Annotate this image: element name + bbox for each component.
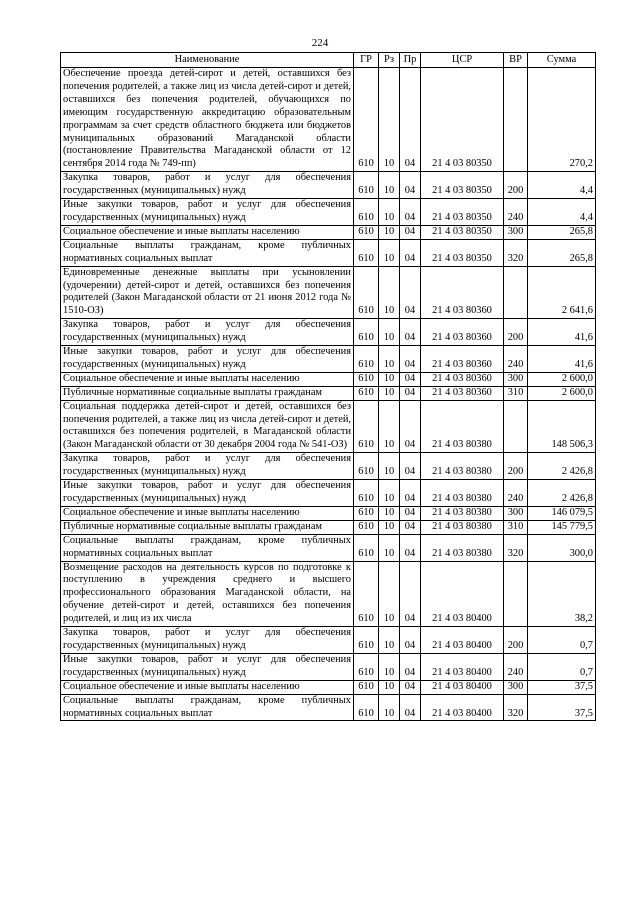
cell-csr: 21 4 03 80350 [421, 68, 504, 172]
cell-rz: 10 [379, 534, 400, 561]
cell-name: Иные закупки товаров, работ и услуг для обеспечения государственных (муниципальных) нужд [61, 480, 354, 507]
cell-csr: 21 4 03 80360 [421, 319, 504, 346]
cell-name: Иные закупки товаров, работ и услуг для обеспечения государственных (муниципальных) нужд [61, 199, 354, 226]
cell-pr: 04 [400, 172, 421, 199]
cell-pr: 04 [400, 346, 421, 373]
cell-sum: 300,0 [528, 534, 596, 561]
cell-name: Социальные выплаты гражданам, кроме публичных нормативных социальных выплат [61, 694, 354, 721]
cell-csr: 21 4 03 80380 [421, 506, 504, 520]
table-row [61, 372, 596, 386]
cell-vr: 240 [504, 480, 528, 507]
cell-gr: 610 [354, 561, 379, 627]
cell-name: Социальное обеспечение и иные выплаты населению [61, 506, 354, 520]
header-pr: Пр [400, 53, 421, 68]
cell-csr: 21 4 03 80350 [421, 172, 504, 199]
table-row [61, 172, 596, 199]
cell-gr: 610 [354, 225, 379, 239]
cell-rz: 10 [379, 506, 400, 520]
cell-csr: 21 4 03 80380 [421, 534, 504, 561]
cell-rz: 10 [379, 561, 400, 627]
cell-sum: 2 641,6 [528, 266, 596, 319]
cell-sum: 2 600,0 [528, 386, 596, 400]
cell-vr: 200 [504, 627, 528, 654]
cell-vr [504, 400, 528, 453]
cell-gr: 610 [354, 653, 379, 680]
cell-csr: 21 4 03 80360 [421, 266, 504, 319]
cell-rz: 10 [379, 480, 400, 507]
cell-vr: 320 [504, 694, 528, 721]
cell-name: Единовременные денежные выплаты при усыновлении (удочерении) детей-сирот и детей, оставшихся без попечения родителей (Закон Магаданской области от 21 июня 2012 года № 1510-ОЗ) [61, 266, 354, 319]
cell-sum: 265,8 [528, 239, 596, 266]
cell-pr: 04 [400, 520, 421, 534]
cell-csr: 21 4 03 80350 [421, 225, 504, 239]
cell-rz: 10 [379, 199, 400, 226]
cell-vr: 310 [504, 520, 528, 534]
cell-rz: 10 [379, 225, 400, 239]
cell-name: Социальные выплаты гражданам, кроме публичных нормативных социальных выплат [61, 534, 354, 561]
table-row [61, 68, 596, 172]
cell-pr: 04 [400, 199, 421, 226]
cell-csr: 21 4 03 80380 [421, 480, 504, 507]
table-body [61, 68, 596, 721]
cell-gr: 610 [354, 266, 379, 319]
cell-rz: 10 [379, 627, 400, 654]
cell-rz: 10 [379, 520, 400, 534]
cell-pr: 04 [400, 400, 421, 453]
cell-gr: 610 [354, 319, 379, 346]
table-row [61, 480, 596, 507]
cell-vr: 240 [504, 346, 528, 373]
cell-csr: 21 4 03 80400 [421, 561, 504, 627]
cell-rz: 10 [379, 266, 400, 319]
header-sum: Сумма [528, 53, 596, 68]
cell-gr: 610 [354, 480, 379, 507]
cell-name: Закупка товаров, работ и услуг для обеспечения государственных (муниципальных) нужд [61, 453, 354, 480]
cell-csr: 21 4 03 80380 [421, 453, 504, 480]
cell-pr: 04 [400, 319, 421, 346]
header-vr: ВР [504, 53, 528, 68]
cell-sum: 37,5 [528, 680, 596, 694]
cell-pr: 04 [400, 694, 421, 721]
cell-vr: 300 [504, 372, 528, 386]
table-row [61, 386, 596, 400]
cell-rz: 10 [379, 172, 400, 199]
cell-name: Социальная поддержка детей-сирот и детей, оставшихся без попечения родителей, а также лиц из числа детей-сирот и детей, оставшихся без попечения родителей, в Магаданской области (Закон Магаданской области от 30 декабря 2004 года № 541-ОЗ) [61, 400, 354, 453]
cell-sum: 0,7 [528, 627, 596, 654]
cell-gr: 610 [354, 453, 379, 480]
cell-vr: 200 [504, 319, 528, 346]
cell-vr: 300 [504, 506, 528, 520]
cell-csr: 21 4 03 80360 [421, 346, 504, 373]
cell-rz: 10 [379, 386, 400, 400]
cell-csr: 21 4 03 80380 [421, 520, 504, 534]
cell-sum: 41,6 [528, 319, 596, 346]
cell-vr: 240 [504, 199, 528, 226]
cell-sum: 2 426,8 [528, 453, 596, 480]
cell-pr: 04 [400, 372, 421, 386]
cell-rz: 10 [379, 680, 400, 694]
table-row [61, 453, 596, 480]
table-row [61, 653, 596, 680]
table-row [61, 520, 596, 534]
cell-name: Иные закупки товаров, работ и услуг для обеспечения государственных (муниципальных) нужд [61, 653, 354, 680]
cell-vr: 200 [504, 453, 528, 480]
cell-rz: 10 [379, 346, 400, 373]
cell-pr: 04 [400, 239, 421, 266]
table-row [61, 225, 596, 239]
cell-name: Закупка товаров, работ и услуг для обеспечения государственных (муниципальных) нужд [61, 627, 354, 654]
table-row [61, 680, 596, 694]
cell-gr: 610 [354, 199, 379, 226]
cell-rz: 10 [379, 372, 400, 386]
cell-rz: 10 [379, 239, 400, 266]
cell-name: Социальное обеспечение и иные выплаты населению [61, 225, 354, 239]
cell-name: Иные закупки товаров, работ и услуг для обеспечения государственных (муниципальных) нужд [61, 346, 354, 373]
cell-name: Социальные выплаты гражданам, кроме публичных нормативных социальных выплат [61, 239, 354, 266]
cell-sum: 4,4 [528, 172, 596, 199]
cell-sum: 4,4 [528, 199, 596, 226]
cell-gr: 610 [354, 506, 379, 520]
header-rz: Рз [379, 53, 400, 68]
table-row [61, 266, 596, 319]
cell-rz: 10 [379, 68, 400, 172]
cell-rz: 10 [379, 400, 400, 453]
cell-gr: 610 [354, 520, 379, 534]
table-row [61, 400, 596, 453]
table-row [61, 319, 596, 346]
cell-sum: 146 079,5 [528, 506, 596, 520]
cell-name: Публичные нормативные социальные выплаты гражданам [61, 386, 354, 400]
cell-gr: 610 [354, 386, 379, 400]
cell-rz: 10 [379, 653, 400, 680]
cell-pr: 04 [400, 561, 421, 627]
cell-rz: 10 [379, 694, 400, 721]
cell-vr: 320 [504, 239, 528, 266]
cell-vr: 300 [504, 680, 528, 694]
cell-sum: 2 600,0 [528, 372, 596, 386]
cell-csr: 21 4 03 80400 [421, 694, 504, 721]
cell-sum: 270,2 [528, 68, 596, 172]
table-row [61, 694, 596, 721]
cell-sum: 38,2 [528, 561, 596, 627]
cell-name: Обеспечение проезда детей-сирот и детей, оставшихся без попечения родителей, а также лиц из числа детей-сирот и детей, оставшихся без попечения родителей, обучающихся по имеющим государственную аккредитацию образовательным программам за счет средств областного бюджета или бюджетов муниципальных образований Магаданской области (постановление Правительства Магаданской области от 12 сентября 2014 года № 749-пп) [61, 68, 354, 172]
cell-vr [504, 68, 528, 172]
cell-gr: 610 [354, 627, 379, 654]
cell-csr: 21 4 03 80360 [421, 372, 504, 386]
cell-pr: 04 [400, 653, 421, 680]
cell-csr: 21 4 03 80380 [421, 400, 504, 453]
table-row [61, 506, 596, 520]
cell-sum: 37,5 [528, 694, 596, 721]
cell-pr: 04 [400, 680, 421, 694]
cell-pr: 04 [400, 506, 421, 520]
cell-sum: 145 779,5 [528, 520, 596, 534]
cell-gr: 610 [354, 680, 379, 694]
cell-vr: 320 [504, 534, 528, 561]
cell-name: Социальное обеспечение и иные выплаты населению [61, 680, 354, 694]
cell-csr: 21 4 03 80400 [421, 627, 504, 654]
table-row [61, 627, 596, 654]
cell-csr: 21 4 03 80400 [421, 653, 504, 680]
cell-sum: 41,6 [528, 346, 596, 373]
cell-pr: 04 [400, 68, 421, 172]
cell-gr: 610 [354, 346, 379, 373]
table-row [61, 239, 596, 266]
cell-name: Социальное обеспечение и иные выплаты населению [61, 372, 354, 386]
page-number: 224 [311, 37, 329, 49]
header-csr: ЦСР [421, 53, 504, 68]
cell-sum: 0,7 [528, 653, 596, 680]
cell-gr: 610 [354, 68, 379, 172]
cell-pr: 04 [400, 225, 421, 239]
table-row [61, 534, 596, 561]
table-row [61, 561, 596, 627]
cell-csr: 21 4 03 80400 [421, 680, 504, 694]
cell-csr: 21 4 03 80350 [421, 239, 504, 266]
cell-pr: 04 [400, 386, 421, 400]
cell-gr: 610 [354, 400, 379, 453]
cell-csr: 21 4 03 80360 [421, 386, 504, 400]
cell-pr: 04 [400, 534, 421, 561]
table-header-row [61, 53, 596, 68]
table-row [61, 199, 596, 226]
header-name: Наименование [61, 53, 354, 68]
cell-gr: 610 [354, 172, 379, 199]
cell-gr: 610 [354, 534, 379, 561]
cell-sum: 265,8 [528, 225, 596, 239]
cell-csr: 21 4 03 80350 [421, 199, 504, 226]
cell-name: Публичные нормативные социальные выплаты гражданам [61, 520, 354, 534]
table-row [61, 346, 596, 373]
budget-table [60, 52, 596, 721]
cell-pr: 04 [400, 266, 421, 319]
cell-vr: 310 [504, 386, 528, 400]
cell-gr: 610 [354, 372, 379, 386]
cell-rz: 10 [379, 319, 400, 346]
header-gr: ГР [354, 53, 379, 68]
cell-pr: 04 [400, 627, 421, 654]
cell-gr: 610 [354, 694, 379, 721]
cell-pr: 04 [400, 453, 421, 480]
cell-sum: 2 426,8 [528, 480, 596, 507]
cell-rz: 10 [379, 453, 400, 480]
cell-name: Возмещение расходов на деятельность курсов по подготовке к поступлению в учреждения среднего и высшего профессионального образования Магаданской области, на обучение детей-сирот и детей, оставшихся без попечения родителей, и лиц из их числа [61, 561, 354, 627]
cell-vr: 300 [504, 225, 528, 239]
cell-vr: 200 [504, 172, 528, 199]
cell-name: Закупка товаров, работ и услуг для обеспечения государственных (муниципальных) нужд [61, 172, 354, 199]
cell-name: Закупка товаров, работ и услуг для обеспечения государственных (муниципальных) нужд [61, 319, 354, 346]
cell-vr [504, 561, 528, 627]
cell-sum: 148 506,3 [528, 400, 596, 453]
cell-pr: 04 [400, 480, 421, 507]
cell-vr: 240 [504, 653, 528, 680]
cell-vr [504, 266, 528, 319]
cell-gr: 610 [354, 239, 379, 266]
